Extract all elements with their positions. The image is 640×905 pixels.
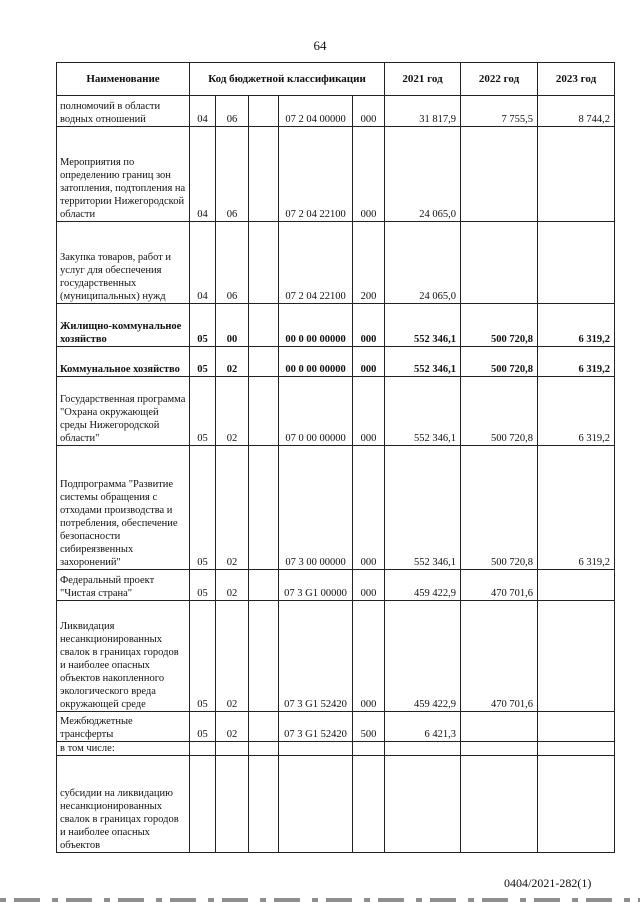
- value-2021: 552 346,1: [385, 377, 461, 446]
- code-type: 000: [353, 304, 385, 347]
- row-name: полномочий в области водных отношений: [57, 96, 190, 127]
- value-2021: 31 817,9: [385, 96, 461, 127]
- budget-table: [56, 62, 615, 853]
- code-section: 05: [190, 712, 216, 742]
- code-type: [353, 756, 385, 853]
- code-section: [190, 742, 216, 756]
- code-blank: [249, 96, 279, 127]
- code-type: [353, 742, 385, 756]
- code-section: 05: [190, 601, 216, 712]
- code-section: [190, 756, 216, 853]
- value-2023: [538, 601, 615, 712]
- row-name: Мероприятия по определению границ зон затопления, подтопления на территории Нижегородской области: [57, 127, 190, 222]
- value-2023: 6 319,2: [538, 377, 615, 446]
- value-2022: [461, 712, 538, 742]
- row-name: Государственная программа "Охрана окружающей среды Нижегородской области": [57, 377, 190, 446]
- code-blank: [249, 446, 279, 570]
- code-blank: [249, 601, 279, 712]
- header-2023: 2023 год: [538, 63, 615, 96]
- code-subsection: 06: [216, 127, 249, 222]
- table-row: [57, 347, 615, 377]
- row-name: Межбюджетные трансферты: [57, 712, 190, 742]
- value-2021: [385, 742, 461, 756]
- code-blank: [249, 127, 279, 222]
- code-target: 07 0 00 00000: [279, 377, 353, 446]
- value-2021: 552 346,1: [385, 304, 461, 347]
- code-blank: [249, 742, 279, 756]
- value-2022: [461, 742, 538, 756]
- code-blank: [249, 304, 279, 347]
- code-subsection: 06: [216, 222, 249, 304]
- row-name: Федеральный проект "Чистая страна": [57, 570, 190, 601]
- table-row: [57, 570, 615, 601]
- header-2022: 2022 год: [461, 63, 538, 96]
- table-row: [57, 712, 615, 742]
- value-2021: 459 422,9: [385, 601, 461, 712]
- code-target: 07 3 G1 52420: [279, 601, 353, 712]
- value-2021: 24 065,0: [385, 222, 461, 304]
- value-2023: [538, 712, 615, 742]
- table-row: [57, 222, 615, 304]
- code-target: 00 0 00 00000: [279, 347, 353, 377]
- row-name: в том числе:: [57, 742, 190, 756]
- code-target: 07 2 04 22100: [279, 222, 353, 304]
- code-subsection: 02: [216, 446, 249, 570]
- value-2021: 459 422,9: [385, 570, 461, 601]
- header-code: Код бюджетной классификации: [190, 63, 385, 96]
- table-row: [57, 304, 615, 347]
- code-subsection: [216, 756, 249, 853]
- value-2021: 6 421,3: [385, 712, 461, 742]
- code-section: 05: [190, 570, 216, 601]
- value-2023: 8 744,2: [538, 96, 615, 127]
- code-type: 000: [353, 570, 385, 601]
- table-header-row: [57, 63, 615, 96]
- value-2023: 6 319,2: [538, 304, 615, 347]
- code-target: 07 2 04 00000: [279, 96, 353, 127]
- table-row: [57, 446, 615, 570]
- code-type: 000: [353, 446, 385, 570]
- page-number: 64: [313, 38, 327, 53]
- scan-edge-marks: [0, 898, 640, 902]
- row-name: Ликвидация несанкционированных свалок в границах городов и наиболее опасных объектов накопленного экологического вреда окружающей среде: [57, 601, 190, 712]
- value-2023: [538, 570, 615, 601]
- table-row: [57, 756, 615, 853]
- code-section: 05: [190, 377, 216, 446]
- value-2022: [461, 756, 538, 853]
- code-target: 07 2 04 22100: [279, 127, 353, 222]
- table-row: [57, 742, 615, 756]
- value-2021: 552 346,1: [385, 347, 461, 377]
- value-2023: [538, 222, 615, 304]
- code-type: 200: [353, 222, 385, 304]
- header-2021: 2021 год: [385, 63, 461, 96]
- value-2022: [461, 222, 538, 304]
- table-row: [57, 96, 615, 127]
- header-name: Наименование: [57, 63, 190, 96]
- row-name: субсидии на ликвидацию несанкционированных свалок в границах городов и наиболее опасных объектов: [57, 756, 190, 853]
- row-name: Коммунальное хозяйство: [57, 347, 190, 377]
- value-2022: 470 701,6: [461, 570, 538, 601]
- code-subsection: 00: [216, 304, 249, 347]
- value-2022: 500 720,8: [461, 446, 538, 570]
- code-subsection: 06: [216, 96, 249, 127]
- code-target: 00 0 00 00000: [279, 304, 353, 347]
- code-subsection: 02: [216, 601, 249, 712]
- code-section: 04: [190, 222, 216, 304]
- value-2021: 552 346,1: [385, 446, 461, 570]
- value-2022: 500 720,8: [461, 304, 538, 347]
- value-2023: 6 319,2: [538, 446, 615, 570]
- table-row: [57, 127, 615, 222]
- code-subsection: [216, 742, 249, 756]
- code-section: 04: [190, 127, 216, 222]
- table-row: [57, 601, 615, 712]
- code-blank: [249, 347, 279, 377]
- value-2023: 6 319,2: [538, 347, 615, 377]
- code-section: 04: [190, 96, 216, 127]
- code-blank: [249, 377, 279, 446]
- code-subsection: 02: [216, 377, 249, 446]
- code-target: 07 3 G1 52420: [279, 712, 353, 742]
- value-2022: [461, 127, 538, 222]
- code-target: [279, 756, 353, 853]
- value-2023: [538, 127, 615, 222]
- value-2022: 500 720,8: [461, 377, 538, 446]
- value-2023: [538, 756, 615, 853]
- value-2023: [538, 742, 615, 756]
- code-target: [279, 742, 353, 756]
- value-2021: [385, 756, 461, 853]
- code-type: 500: [353, 712, 385, 742]
- code-section: 05: [190, 347, 216, 377]
- value-2022: 500 720,8: [461, 347, 538, 377]
- code-type: 000: [353, 347, 385, 377]
- code-blank: [249, 712, 279, 742]
- table-row: [57, 377, 615, 446]
- code-subsection: 02: [216, 712, 249, 742]
- value-2022: 7 755,5: [461, 96, 538, 127]
- code-target: 07 3 00 00000: [279, 446, 353, 570]
- row-name: Жилищно-коммунальное хозяйство: [57, 304, 190, 347]
- code-target: 07 3 G1 00000: [279, 570, 353, 601]
- code-blank: [249, 222, 279, 304]
- code-blank: [249, 756, 279, 853]
- code-type: 000: [353, 377, 385, 446]
- code-subsection: 02: [216, 347, 249, 377]
- code-blank: [249, 570, 279, 601]
- code-type: 000: [353, 601, 385, 712]
- code-type: 000: [353, 127, 385, 222]
- document-code: 0404/2021-282(1): [504, 876, 592, 890]
- row-name: Подпрограмма "Развитие системы обращения с отходами производства и потребления, обеспечение безопасности сибиреязвенных захоронений": [57, 446, 190, 570]
- value-2022: 470 701,6: [461, 601, 538, 712]
- code-subsection: 02: [216, 570, 249, 601]
- value-2021: 24 065,0: [385, 127, 461, 222]
- row-name: Закупка товаров, работ и услуг для обеспечения государственных (муниципальных) нужд: [57, 222, 190, 304]
- code-section: 05: [190, 446, 216, 570]
- code-section: 05: [190, 304, 216, 347]
- code-type: 000: [353, 96, 385, 127]
